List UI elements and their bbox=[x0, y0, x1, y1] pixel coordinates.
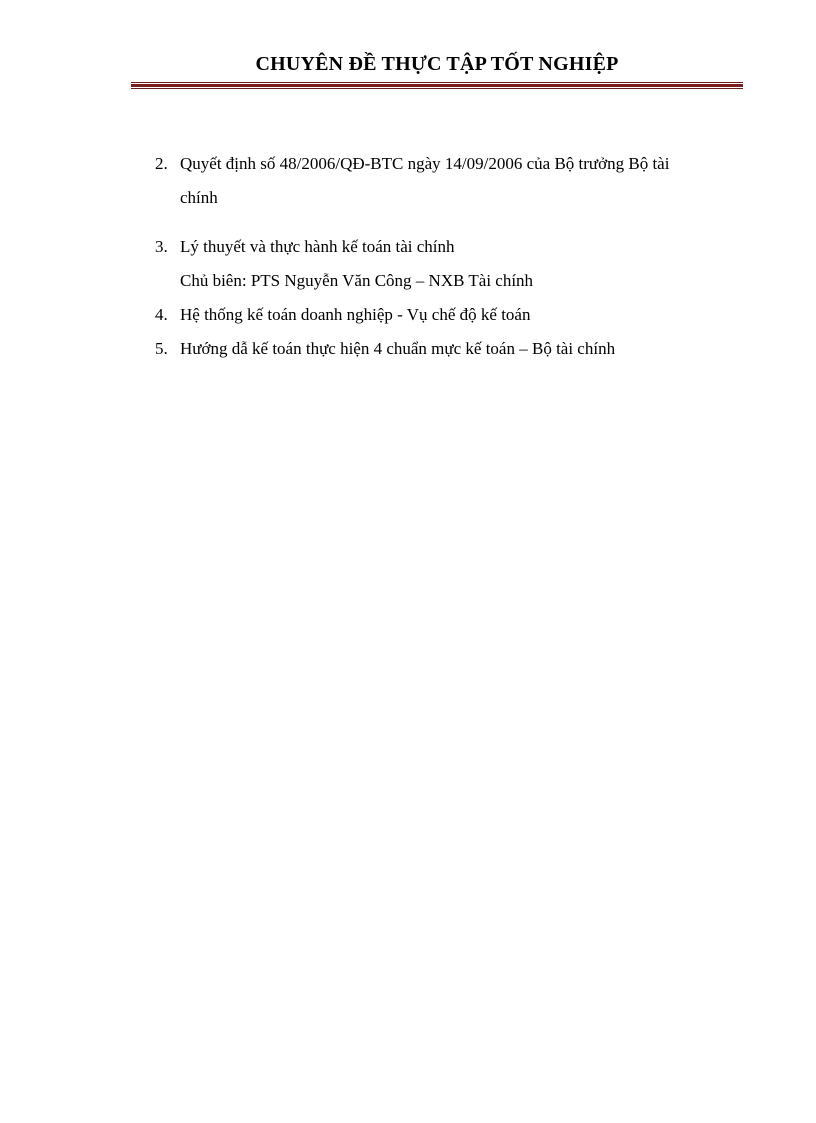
reference-number: 5. bbox=[155, 339, 168, 358]
reference-number: 3. bbox=[155, 237, 168, 256]
reference-number: 4. bbox=[155, 305, 168, 324]
reference-item-4 bbox=[155, 298, 735, 332]
reference-text-line: Chủ biên: PTS Nguyễn Văn Công – NXB Tài chính bbox=[180, 271, 534, 290]
page-header bbox=[131, 52, 743, 76]
reference-item-5 bbox=[155, 332, 735, 366]
reference-list bbox=[155, 147, 735, 366]
reference-item-3 bbox=[155, 230, 735, 298]
header-divider-line-middle bbox=[131, 84, 743, 87]
reference-text-line: chính bbox=[180, 188, 218, 207]
reference-text-line: Hệ thống kế toán doanh nghiệp - Vụ chế độ kế toán bbox=[180, 305, 531, 324]
reference-text-line: Lý thuyết và thực hành kế toán tài chính bbox=[180, 237, 455, 256]
reference-number: 2. bbox=[155, 154, 168, 173]
reference-item-2 bbox=[155, 147, 735, 215]
reference-text-line: Hướng dẫ kế toán thực hiện 4 chuẩn mực kế toán – Bộ tài chính bbox=[180, 339, 616, 358]
header-divider bbox=[131, 82, 743, 89]
header-divider-line-top bbox=[131, 82, 743, 83]
page-title: CHUYÊN ĐỀ THỰC TẬP TỐT NGHIỆP bbox=[255, 53, 619, 75]
header-divider-line-bottom bbox=[131, 88, 743, 89]
reference-text-line: Quyết định số 48/2006/QĐ-BTC ngày 14/09/2006 của Bộ trưởng Bộ tài bbox=[180, 154, 670, 173]
